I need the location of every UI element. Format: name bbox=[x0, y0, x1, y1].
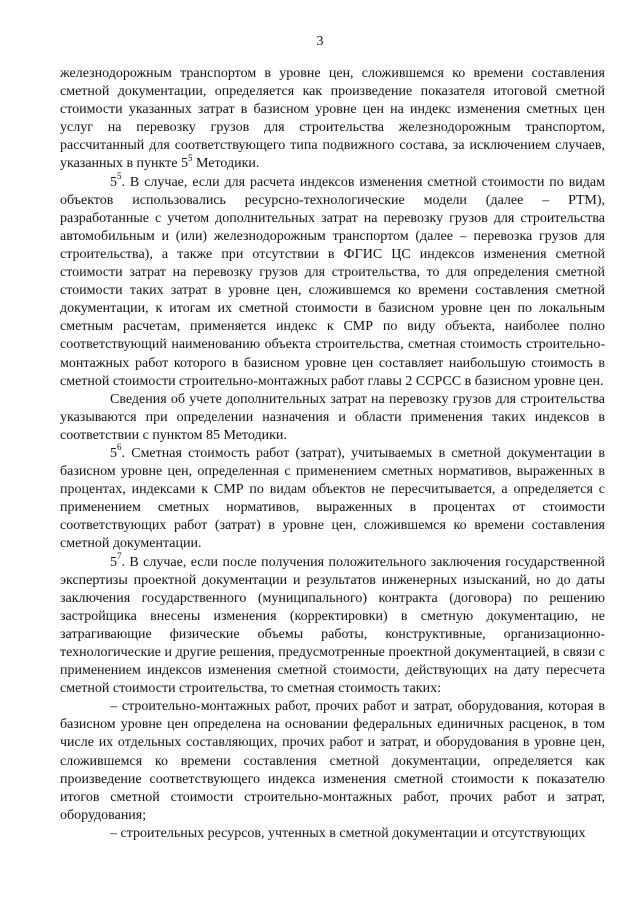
paragraph-text: 5 bbox=[110, 554, 117, 570]
paragraph-text: . В случае, если после получения положительного заключения государственной экспертизы проектной документации и результатов инженерных изысканий, но до даты заключения государственного (муниципального) контракта (договора) по решению застройщика внесены изменения (корректировки) в сметную документацию, не затрагивающие физические объемы работы, конструктивные, организационно-технологические и другие решения, предусмотренные проектной документацией, в связи с применением индексов изменения сметной стоимости, действующих на дату пересчета сметной стоимости строительства, то сметная стоимость таких: bbox=[60, 554, 605, 697]
paragraph bbox=[60, 442, 605, 554]
paragraph-text: – строительно-монтажных работ, прочих работ и затрат, оборудования, которая в базисном уровне цен определена на основании федеральных единичных расценок, в том числе их отдельных составляющих, прочих работ и затрат, и оборудования в уровне цен, сложившемся ко времени составления сметной документации, определяется как произведение соответствующего индекса изменения сметной стоимости к показателю итогов сметной стоимости строительно-монтажных работ, прочих работ и затрат, оборудования; bbox=[60, 699, 605, 823]
superscript: 5 bbox=[187, 152, 193, 163]
paragraph-text: Сведения об учете дополнительных затрат на перевозку грузов для строительства указываются при определении назначения и области применения таких индексов в соответствии с пунктом 85 Методики. bbox=[60, 391, 605, 443]
paragraph-text: . В случае, если для расчета индексов изменения сметной стоимости по видам объектов использовались ресурсно-технологические модели (далее – РТМ), разработанные с учетом дополнительных затрат на перевозку грузов для строительства автомобильным и (или) железнодорожным транспортом (далее – перевозка грузов для строительства), а также при отсутствии в ФГИС ЦС индексов изменения сметной стоимости затрат на перевозку грузов для строительства, то для определения сметной стоимости таких затрат в уровне цен, сложившемся ко времени составления сметной документации, к итогам их сметной стоимости в базисном уровне цен по локальным сметным расчетам, применяется индекс к СМР по виду объекта, наиболее полно соответствующий наименованию объекта строительства, сметная стоимость строительно-монтажных работ которого в базисном уровне цен составляет наибольшую стоимость в сметной стоимости строительно-монтажных работ главы 2 ССРСС в базисном уровне цен. bbox=[60, 174, 605, 389]
paragraph-text: 5 bbox=[110, 174, 117, 190]
superscript: 7 bbox=[117, 550, 122, 561]
paragraph bbox=[60, 170, 605, 391]
paragraph-text: железнодорожным транспортом в уровне цен, сложившемся ко времени составления сметной документации, определяется как произведение показателя итоговой сметной стоимости указанных затрат в базисном уровне цен на индекс изменения сметных цен услуг на перевозку грузов для строительства железнодорожным транспортом, рассчитанный для соответствующего типа подвижного состава, за исключением случаев, указанных в пункте 5 bbox=[60, 66, 605, 172]
document-body bbox=[60, 65, 605, 843]
superscript: 5 bbox=[117, 170, 122, 181]
paragraph bbox=[60, 825, 605, 843]
paragraph bbox=[60, 391, 605, 445]
paragraph-text: . Сметная стоимость работ (затрат), учитываемых в сметной документации в базисном уровне цен, определенная с применением сметных нормативов, выраженных в процентах, индексами к СМР по видам объектов не пересчитывается, а определяется с применением сметных нормативов, выраженных в процентах от стоимости соответствующих работ (затрат) в уровне цен, сложившемся ко времени составления сметной документации. bbox=[60, 445, 605, 552]
paragraph bbox=[60, 698, 605, 825]
paragraph-text: Методики. bbox=[192, 156, 260, 172]
superscript: 6 bbox=[117, 442, 122, 453]
page-number: 3 bbox=[316, 34, 324, 49]
paragraph bbox=[60, 550, 605, 699]
paragraph-text: – строительных ресурсов, учтенных в сметной документации и отсутствующих bbox=[110, 825, 586, 841]
paragraph bbox=[60, 65, 605, 174]
paragraph-text: 5 bbox=[110, 445, 117, 461]
